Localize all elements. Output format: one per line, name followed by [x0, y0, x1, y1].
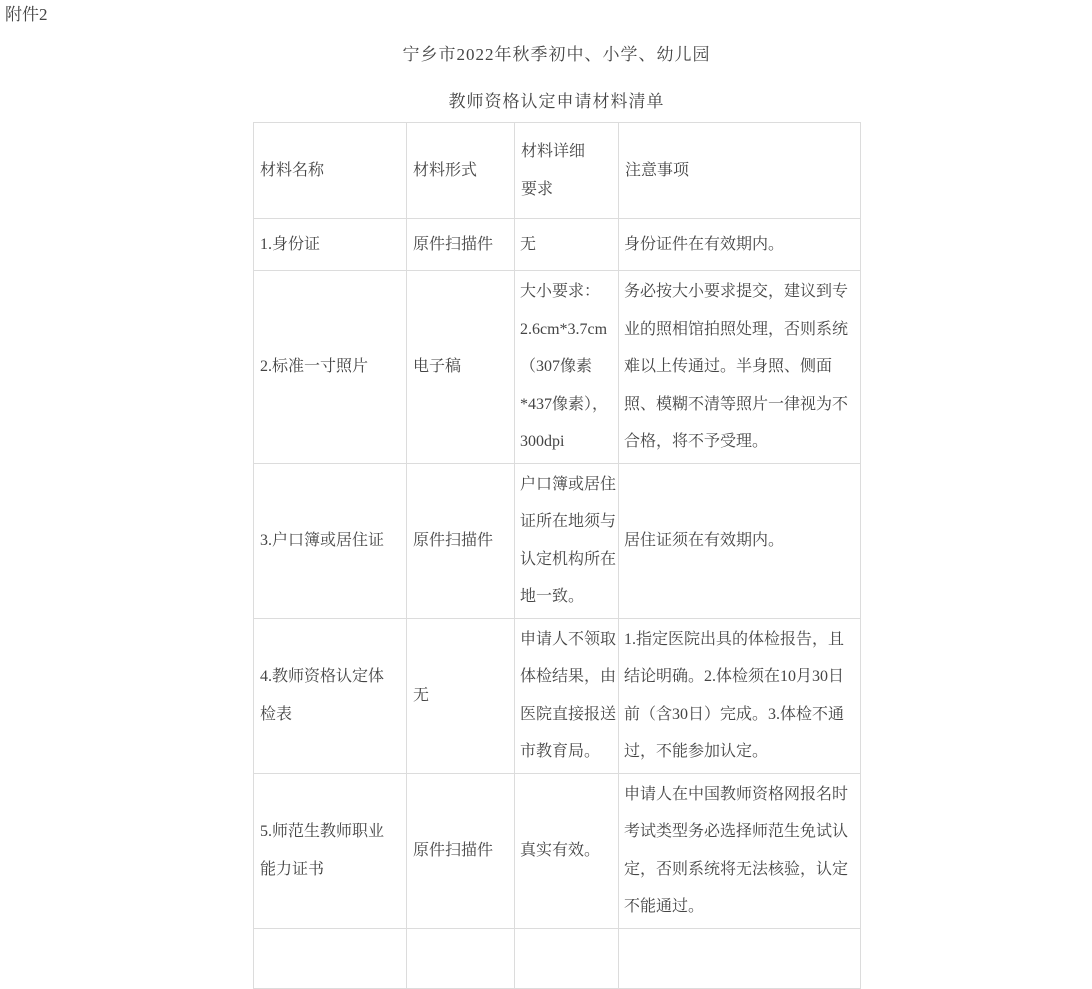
cell-material-form: 无 — [407, 618, 515, 773]
cell-notes: 1.指定医院出具的体检报告，且结论明确。2.体检须在10月30日前（含30日）完成。3.体检不通过，不能参加认定。 — [619, 618, 861, 773]
cell-material-requirements: 真实有效。 — [515, 773, 619, 928]
table-row — [254, 219, 861, 271]
header-material-name: 材料名称 — [254, 123, 407, 219]
cell-material-requirements: 申请人不领取体检结果，由医院直接报送市教育局。 — [515, 618, 619, 773]
cell-material-requirements: 大小要求：2.6cm*3.7cm（307像素*437像素），300dpi — [515, 271, 619, 464]
document-subtitle: 教师资格认定申请材料清单 — [448, 92, 665, 111]
cell-material-name: 4.教师资格认定体检表 — [254, 618, 407, 773]
attachment-label: 附件2 — [5, 5, 48, 24]
materials-table — [253, 122, 861, 989]
cell-material-form: 电子稿 — [407, 271, 515, 464]
table-row — [254, 618, 861, 773]
cell-notes: 居住证须在有效期内。 — [619, 463, 861, 618]
header-material-requirements — [515, 123, 619, 219]
table-row — [254, 271, 861, 464]
cell-material-name: 3.户口簿或居住证 — [254, 463, 407, 618]
cell-notes: 申请人在中国教师资格网报名时考试类型务必选择师范生免试认定，否则系统将无法核验，认定不能通过。 — [619, 773, 861, 928]
table-row — [254, 928, 861, 988]
table-header-row — [254, 123, 861, 219]
cell-material-name — [254, 928, 407, 988]
header-material-requirements-label: 材料详细要求 — [521, 143, 586, 198]
cell-material-requirements: 户口簿或居住证所在地须与认定机构所在地一致。 — [515, 463, 619, 618]
cell-material-form: 原件扫描件 — [407, 773, 515, 928]
cell-material-name: 5.师范生教师职业能力证书 — [254, 773, 407, 928]
cell-material-name: 2.标准一寸照片 — [254, 271, 407, 464]
header-notes: 注意事项 — [619, 123, 861, 219]
cell-notes — [619, 928, 861, 988]
cell-material-name: 1.身份证 — [254, 219, 407, 271]
cell-material-requirements — [515, 928, 619, 988]
document-title: 宁乡市2022年秋季初中、小学、幼儿园 — [402, 45, 711, 64]
table-row — [254, 463, 861, 618]
cell-notes: 身份证件在有效期内。 — [619, 219, 861, 271]
cell-material-requirements: 无 — [515, 219, 619, 271]
table-row — [254, 773, 861, 928]
cell-notes: 务必按大小要求提交，建议到专业的照相馆拍照处理，否则系统难以上传通过。半身照、侧面照、模糊不清等照片一律视为不合格，将不予受理。 — [619, 271, 861, 464]
cell-material-form: 原件扫描件 — [407, 219, 515, 271]
cell-material-form — [407, 928, 515, 988]
cell-material-form: 原件扫描件 — [407, 463, 515, 618]
header-material-form: 材料形式 — [407, 123, 515, 219]
